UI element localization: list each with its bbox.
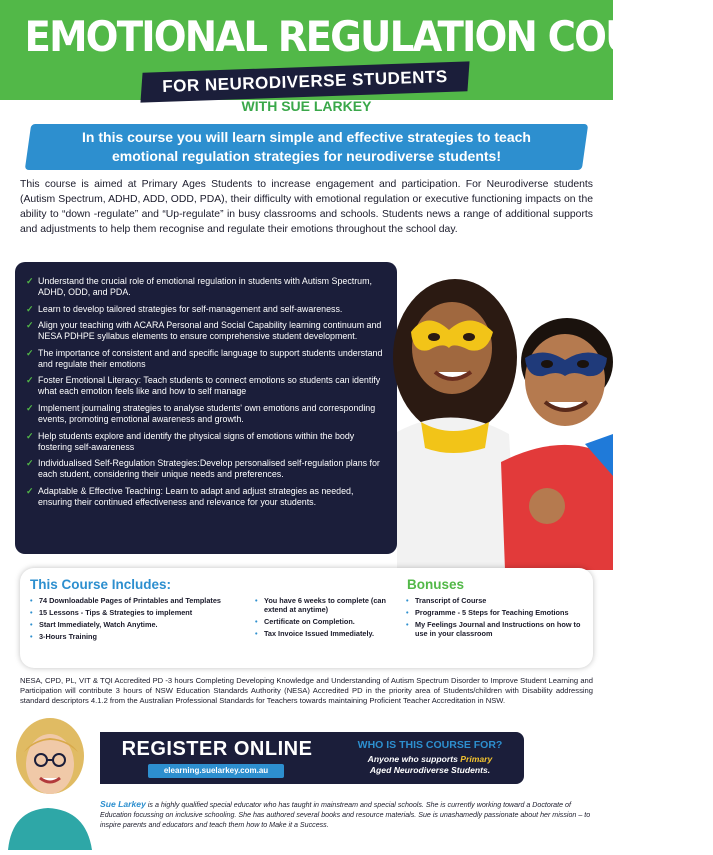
includes-item: • 15 Lessons - Tips & Strategies to implement <box>30 607 193 617</box>
check-icon: ✓ <box>26 430 34 441</box>
includes-list-col1 <box>30 597 255 645</box>
presenter-portrait <box>0 712 100 850</box>
benefit-item: ✓ Adaptable & Effective Teaching: Learn to adapt and adjust strategies as needed, ensuring their continued effectiveness and relevance for your students. <box>26 485 354 507</box>
benefit-item: ✓ Foster Emotional Literacy: Teach students to connect emotions so students can identify what each emotion feels like and how to self manage <box>26 375 381 397</box>
check-icon: ✓ <box>26 320 34 331</box>
benefit-item: ✓ Align your teaching with ACARA Personal and Social Capability learning continuum and NESA PDHPE syllabus elements to ensure comprehensive student development. <box>26 320 382 342</box>
presenter-name: Sue Larkey <box>100 799 146 809</box>
includes-list-col2 <box>255 597 400 642</box>
benefit-item: ✓ Understand the crucial role of emotional regulation in students with Autism Spectrum, ADHD, ODD, and PDA. <box>26 276 372 297</box>
bonuses-list <box>406 597 586 642</box>
check-icon: ✓ <box>26 347 34 358</box>
includes-item: • 3-Hours Training <box>30 631 97 641</box>
banner-line-2: emotional regulation strategies for neurodiverse students! <box>112 148 501 164</box>
includes-item: • You have 6 weeks to complete (can extend at anytime) <box>255 596 386 614</box>
audience-title: WHO IS THIS COURSE FOR? <box>357 739 503 751</box>
benefits-list <box>26 276 388 513</box>
benefit-item: ✓ Learn to develop tailored strategies for self-management and self-awareness. <box>26 303 343 314</box>
bullet-icon: • <box>30 596 33 605</box>
bullet-icon: • <box>30 619 33 629</box>
includes-item: • Tax Invoice Issued Immediately. <box>255 628 375 638</box>
bullet-icon: • <box>30 607 33 617</box>
check-icon: ✓ <box>26 276 34 286</box>
bullet-icon: • <box>255 628 258 638</box>
bullet-icon: • <box>406 619 409 629</box>
bonus-item: • My Feelings Journal and Instructions on how to use in your classroom <box>406 619 581 638</box>
check-icon: ✓ <box>26 485 34 496</box>
benefit-item: ✓ Individualised Self-Regulation Strategies:Develop personalised self-regulation plans for each student, considering their unique needs and preferences. <box>26 458 380 480</box>
bullet-icon: • <box>30 631 33 641</box>
bonus-item: • Transcript of Course <box>406 596 487 605</box>
accreditation-text: NESA, CPD, PL, VIT & TQI Accredited PD -3 hours Completing Developing Knowledge and Understanding of Autism Spectrum Disorder to Improve Student Learning and Participation will contribute 3 hours of NSW Education Standards Authority (NESA) Accredited PD in the priority area of Students/children with Disability addressing standard descriptors 4.1.2 from the Australian Professional Standards for Teachers towards maintaining Proficient Teacher Accreditation in NSW. <box>20 676 593 705</box>
presenter-portrait-illustration <box>0 712 100 850</box>
bullet-icon: • <box>255 596 258 605</box>
register-link[interactable]: elearning.suelarkey.com.au <box>163 766 269 775</box>
bonus-item: • Programme - 5 Steps for Teaching Emotions <box>406 607 569 617</box>
check-icon: ✓ <box>26 375 34 386</box>
includes-item: • Certificate on Completion. <box>255 616 355 626</box>
bonuses-title: Bonuses <box>407 577 465 592</box>
intro-paragraph: This course is aimed at Primary Ages Students to increase engagement and participation. For Neurodiverse students (Autism Spectrum, ADHD, ADD, ODD, PDA), their difficulty with emotional regulation or executive functioning impacts on the ability to “down -regulate” and “Up-regulate” in busy classrooms and schools. Students news a range of additional supports and adjustments to help them recognise and regulate their emotions throughout the school day. <box>20 179 593 235</box>
banner-line-1: In this course you will learn simple and effective strategies to teach <box>82 129 531 145</box>
check-icon: ✓ <box>26 458 34 469</box>
course-includes-title: This Course Includes: <box>30 577 172 592</box>
benefit-item: ✓ The importance of consistent and and specific language to support students understand and regulate their emotions <box>26 347 383 369</box>
bullet-icon: • <box>255 616 258 626</box>
presenter-bio-text: is a highly qualified special educator who has taught in mainstream and special schools. She is currently working toward a Doctorate of Education focussing on inclusive schooling. She has authored several books and resource materials. Sue is unashamedly passionate about her mission – to inspire parents and educators and teach them how to Make it a Success. <box>100 801 591 829</box>
bullet-icon: • <box>406 596 409 605</box>
includes-item: • 74 Downloadable Pages of Printables and Templates <box>30 596 221 605</box>
page-title: EMOTIONAL REGULATION COURSE <box>24 12 713 61</box>
register-title: REGISTER ONLINE <box>121 738 313 760</box>
benefit-item: ✓ Help students explore and identify the physical signs of emotions within the body fostering self-awareness <box>26 430 355 452</box>
headline-banner-text <box>40 128 573 166</box>
benefit-item: ✓ Implement journaling strategies to analyse students' own emotions and corresponding events, promoting emotional awareness and growth. <box>26 402 376 424</box>
page-subtitle: FOR NEURODIVERSE STUDENTS <box>161 67 448 96</box>
audience-text: Anyone who supports Primary Aged Neurodiverse Students. <box>367 754 493 775</box>
bullet-icon: • <box>406 607 409 617</box>
includes-item: • Start Immediately, Watch Anytime. <box>30 619 158 629</box>
presenter-line: WITH SUE LARKEY <box>241 98 372 114</box>
children-superhero-illustration <box>397 262 613 570</box>
check-icon: ✓ <box>26 303 34 314</box>
children-superhero-photo <box>397 262 613 570</box>
check-icon: ✓ <box>26 402 34 413</box>
presenter-bio <box>100 799 600 830</box>
